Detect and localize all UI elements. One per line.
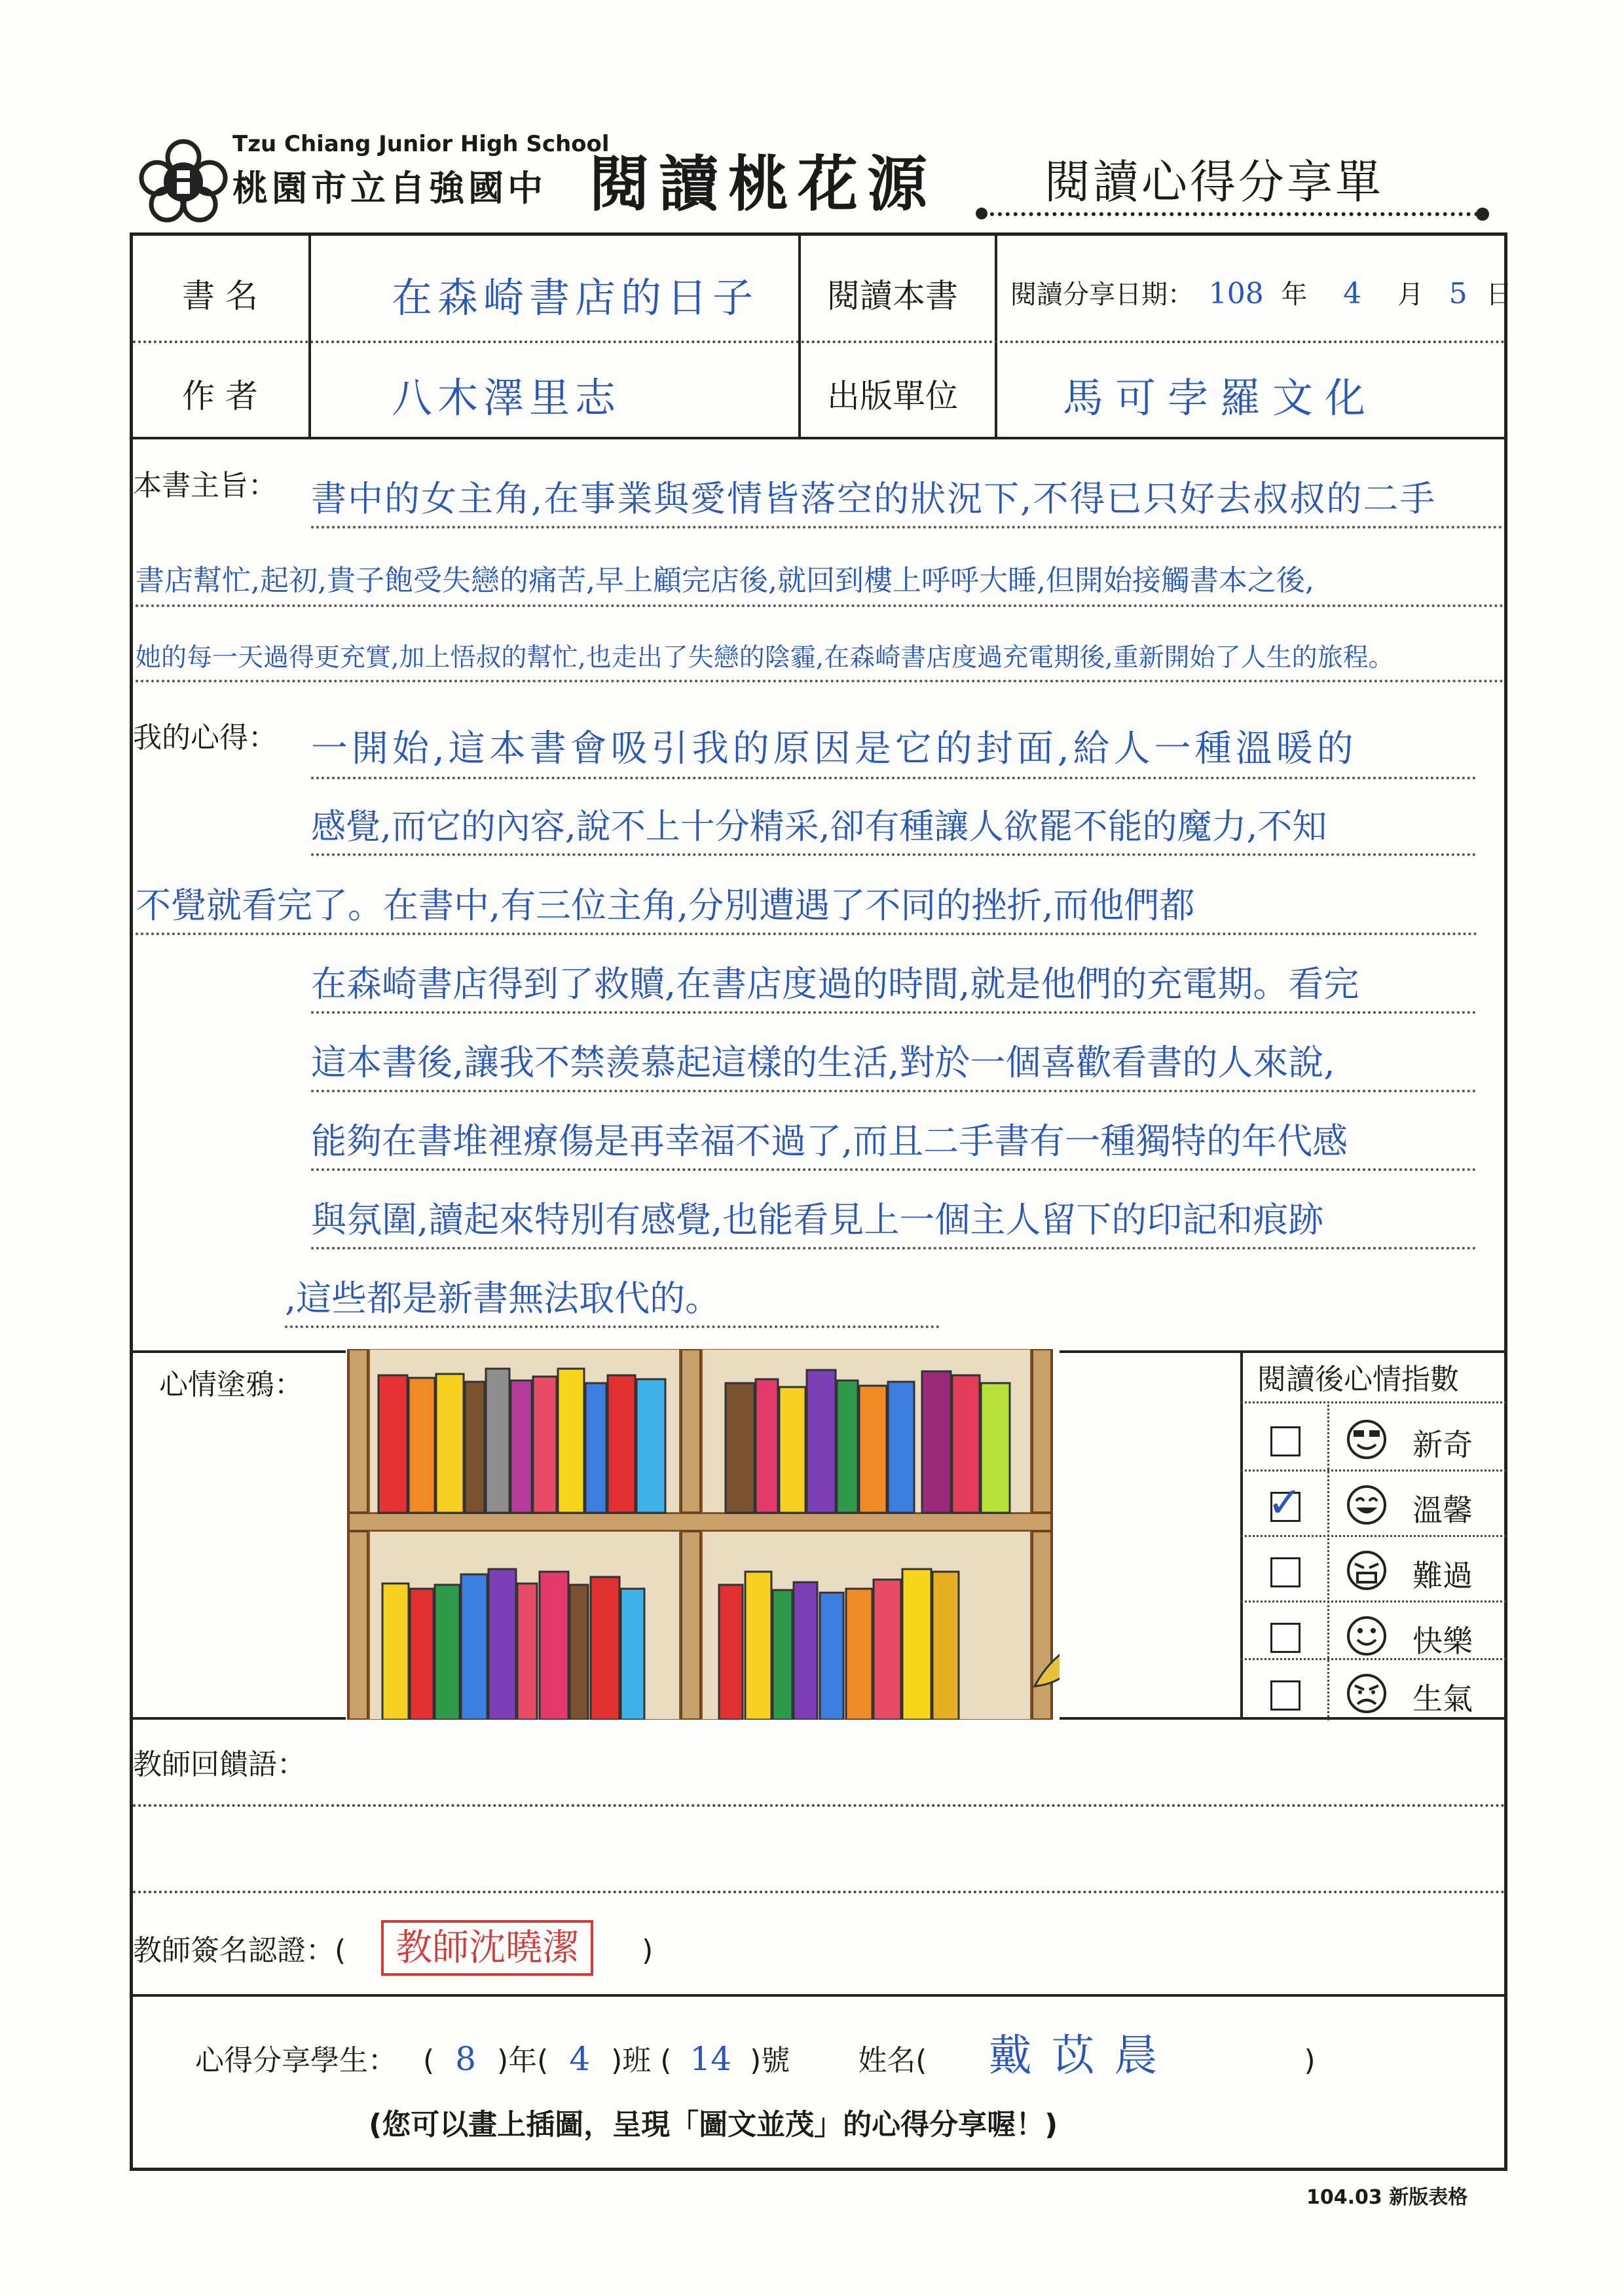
- cool-face-icon: [1346, 1418, 1388, 1460]
- book-spine: [435, 1585, 460, 1720]
- reflection-line: ,這些都是新書無法取代的。: [285, 1281, 940, 1328]
- book-spine: [846, 1589, 872, 1720]
- mood-label: 快樂: [1412, 1623, 1473, 1659]
- student-name-value: 戴苡晨: [988, 2030, 1177, 2081]
- publisher-value: 馬可孛羅文化: [1063, 374, 1378, 422]
- title-underline-dot: [1476, 208, 1489, 221]
- teacher-sign-close: ): [642, 1934, 654, 1967]
- date-year-value: 108: [1208, 277, 1264, 310]
- book-spine: [558, 1369, 584, 1513]
- book-spine: [745, 1572, 771, 1720]
- teacher-signature: [133, 1919, 653, 1971]
- mood-checkbox[interactable]: [1270, 1557, 1301, 1587]
- divider: [133, 1994, 1504, 1997]
- shelf-board: [348, 1513, 1052, 1531]
- mood-index-title: 閱讀後心情指數: [1257, 1363, 1459, 1396]
- book-spine: [952, 1375, 980, 1513]
- book-spine: [511, 1380, 532, 1513]
- book-spine: [465, 1382, 485, 1513]
- theme-line: 她的每一天過得更充實,加上悟叔的幫忙,也走出了失戀的陰霾,在森崎書店度過充電期後,重新開始了人生的旅程。: [136, 645, 1504, 682]
- reading-book-label: 閱讀本書: [827, 277, 958, 315]
- book-spine: [719, 1585, 743, 1720]
- author-label: 作 者: [182, 377, 258, 415]
- book-spine: [378, 1375, 407, 1513]
- year-label: 年: [1281, 280, 1308, 310]
- mood-option-novel[interactable]: [1241, 1404, 1506, 1470]
- mood-checkbox[interactable]: [1270, 1680, 1301, 1711]
- book-spine: [410, 1589, 434, 1720]
- name-close: ): [1304, 2044, 1316, 2077]
- author-value: 八木澤里志: [392, 374, 621, 422]
- teacher-feedback-label: 教師回饋語：: [133, 1748, 306, 1781]
- school-name-zh: 桃園市立自強國中: [232, 168, 547, 209]
- student-info: [195, 2020, 1316, 2083]
- grade-open: (: [423, 2044, 435, 2077]
- book-spine: [902, 1569, 931, 1720]
- mood-label: 溫馨: [1412, 1492, 1473, 1528]
- share-date: [1010, 274, 1512, 311]
- book-spine: [382, 1583, 409, 1720]
- book-spine: [981, 1383, 1010, 1513]
- feedback-line: [133, 1891, 1505, 1893]
- reflection-line: 這本書後,讓我不禁羨慕起這樣的生活,對於一個喜歡看書的人來說,: [311, 1045, 1477, 1092]
- book-spine: [621, 1589, 644, 1720]
- book-spine: [637, 1379, 665, 1513]
- grade-value: 8: [455, 2040, 476, 2078]
- book-spine: [517, 1583, 537, 1720]
- date-day-value: 5: [1449, 277, 1467, 310]
- book-spine: [820, 1593, 843, 1720]
- book-spine: [608, 1375, 635, 1513]
- book-spine: [932, 1572, 959, 1720]
- theme-line: 書中的女主角,在事業與愛情皆落空的狀況下,不得已只好去叔叔的二手: [311, 481, 1503, 528]
- book-spine: [461, 1574, 487, 1720]
- happy-face-icon: [1346, 1615, 1388, 1657]
- crying-face-icon: [1346, 1549, 1388, 1591]
- book-title-value: 在森崎書店的日子: [392, 274, 759, 322]
- book-spine: [540, 1572, 568, 1720]
- book-spine: [726, 1383, 754, 1513]
- name-label: 姓名(: [858, 2044, 927, 2077]
- student-label: 心得分享學生：: [195, 2044, 397, 2077]
- reflection-line: 與氛圍,讀起來特別有感覺,也能看見上一個主人留下的印記和痕跡: [311, 1202, 1477, 1250]
- book-spine: [807, 1370, 836, 1513]
- theme-line: 書店幫忙,起初,貴子飽受失戀的痛苦,早上顧完店後,就回到樓上呼呼大睡,但開始接觸書本之後,: [136, 566, 1504, 607]
- class-close: )班 (: [611, 2044, 672, 2077]
- divider: [798, 236, 801, 437]
- reflection-line: 一開始,這本書會吸引我的原因是它的封面,給人一種溫暖的: [311, 731, 1477, 779]
- mood-checkbox[interactable]: [1270, 1426, 1301, 1456]
- book-spine: [486, 1369, 509, 1513]
- book-spine: [591, 1577, 619, 1720]
- angry-face-icon: [1346, 1673, 1388, 1714]
- reflection-line: 感覺,而它的內容,說不上十分精采,卻有種讓人欲罷不能的魔力,不知: [311, 809, 1477, 856]
- divider: [1241, 1401, 1506, 1403]
- sheet-title: 閱讀心得分享單: [1044, 155, 1384, 209]
- mood-label: 新奇: [1412, 1427, 1473, 1462]
- reflection-label: 我的心得：: [133, 721, 277, 754]
- book-spine: [756, 1379, 778, 1513]
- book-spine: [779, 1387, 805, 1513]
- mood-option-sad[interactable]: [1241, 1535, 1506, 1601]
- footer-note: (您可以畫上插圖，呈現「圖文並茂」的心得分享喔！): [369, 2108, 1058, 2141]
- class-value: 4: [569, 2040, 591, 2078]
- book-spine: [837, 1380, 858, 1513]
- date-month-value: 4: [1343, 277, 1362, 310]
- book-spine: [585, 1383, 606, 1513]
- book-spine: [888, 1382, 914, 1513]
- bookshelf-drawing: [346, 1349, 1060, 1720]
- book-spine: [922, 1371, 951, 1513]
- mood-label: 難過: [1412, 1558, 1473, 1593]
- mood-option-angry[interactable]: [1241, 1658, 1506, 1724]
- book-spine: [874, 1580, 901, 1720]
- teacher-stamp: 教師沈曉潔: [381, 1920, 593, 1976]
- number-close: )號: [750, 2044, 790, 2077]
- smile-face-icon: [1346, 1484, 1388, 1526]
- school-logo-icon: [138, 138, 229, 223]
- reflection-line: 在森崎書店得到了救贖,在書店度過的時間,就是他們的充電期。看完: [311, 967, 1477, 1014]
- title-underline-dot: [976, 208, 987, 219]
- theme-label: 本書主旨：: [133, 469, 277, 502]
- feedback-line: [133, 1804, 1505, 1807]
- divider: [308, 236, 311, 437]
- check-mark-icon: ✓: [1267, 1479, 1302, 1527]
- form-frame: [130, 232, 1513, 2171]
- mood-index-table: [1241, 1350, 1506, 1720]
- shelf-post: [348, 1349, 368, 1720]
- program-brand: 閱讀桃花源: [589, 149, 937, 219]
- book-spine: [533, 1377, 557, 1513]
- info-row-divider: [133, 341, 1505, 343]
- book-spine: [409, 1378, 435, 1513]
- reflection-line: 能夠在書堆裡療傷是再幸福不過了,而且二手書有一種獨特的年代感: [311, 1124, 1477, 1171]
- mood-label: 生氣: [1412, 1681, 1473, 1716]
- mood-checkbox[interactable]: [1270, 1623, 1301, 1653]
- mood-drawing-label: 心情塗鴉：: [159, 1368, 303, 1401]
- share-date-label: 閱讀分享日期：: [1010, 280, 1194, 310]
- book-spine: [436, 1374, 464, 1513]
- book-spine: [489, 1569, 516, 1720]
- reflection-line: 不覺就看完了。在書中,有三位主角,分別遭遇了不同的挫折,而他們都: [136, 888, 1478, 935]
- grade-close: )年(: [496, 2044, 549, 2077]
- shelf-post: [681, 1349, 701, 1720]
- title-underline: [982, 212, 1486, 216]
- form-version: 104.03 新版表格: [1306, 2186, 1468, 2209]
- book-spine: [773, 1590, 792, 1720]
- book-spine: [794, 1582, 817, 1720]
- teacher-sign-label: 教師簽名認證：(: [133, 1934, 346, 1967]
- divider: [133, 437, 1504, 439]
- mood-option-warm[interactable]: [1241, 1470, 1506, 1535]
- book-title-label: 書 名: [182, 277, 258, 315]
- mood-option-happy[interactable]: [1241, 1601, 1506, 1666]
- book-spine: [570, 1585, 588, 1720]
- month-label: 月: [1397, 280, 1424, 310]
- publisher-label: 出版單位: [827, 377, 958, 415]
- seat-number-value: 14: [690, 2040, 732, 2078]
- book-spine: [859, 1386, 887, 1513]
- day-label: 日: [1486, 280, 1513, 310]
- school-name-en: Tzu Chiang Junior High School: [232, 131, 610, 157]
- divider: [995, 236, 997, 437]
